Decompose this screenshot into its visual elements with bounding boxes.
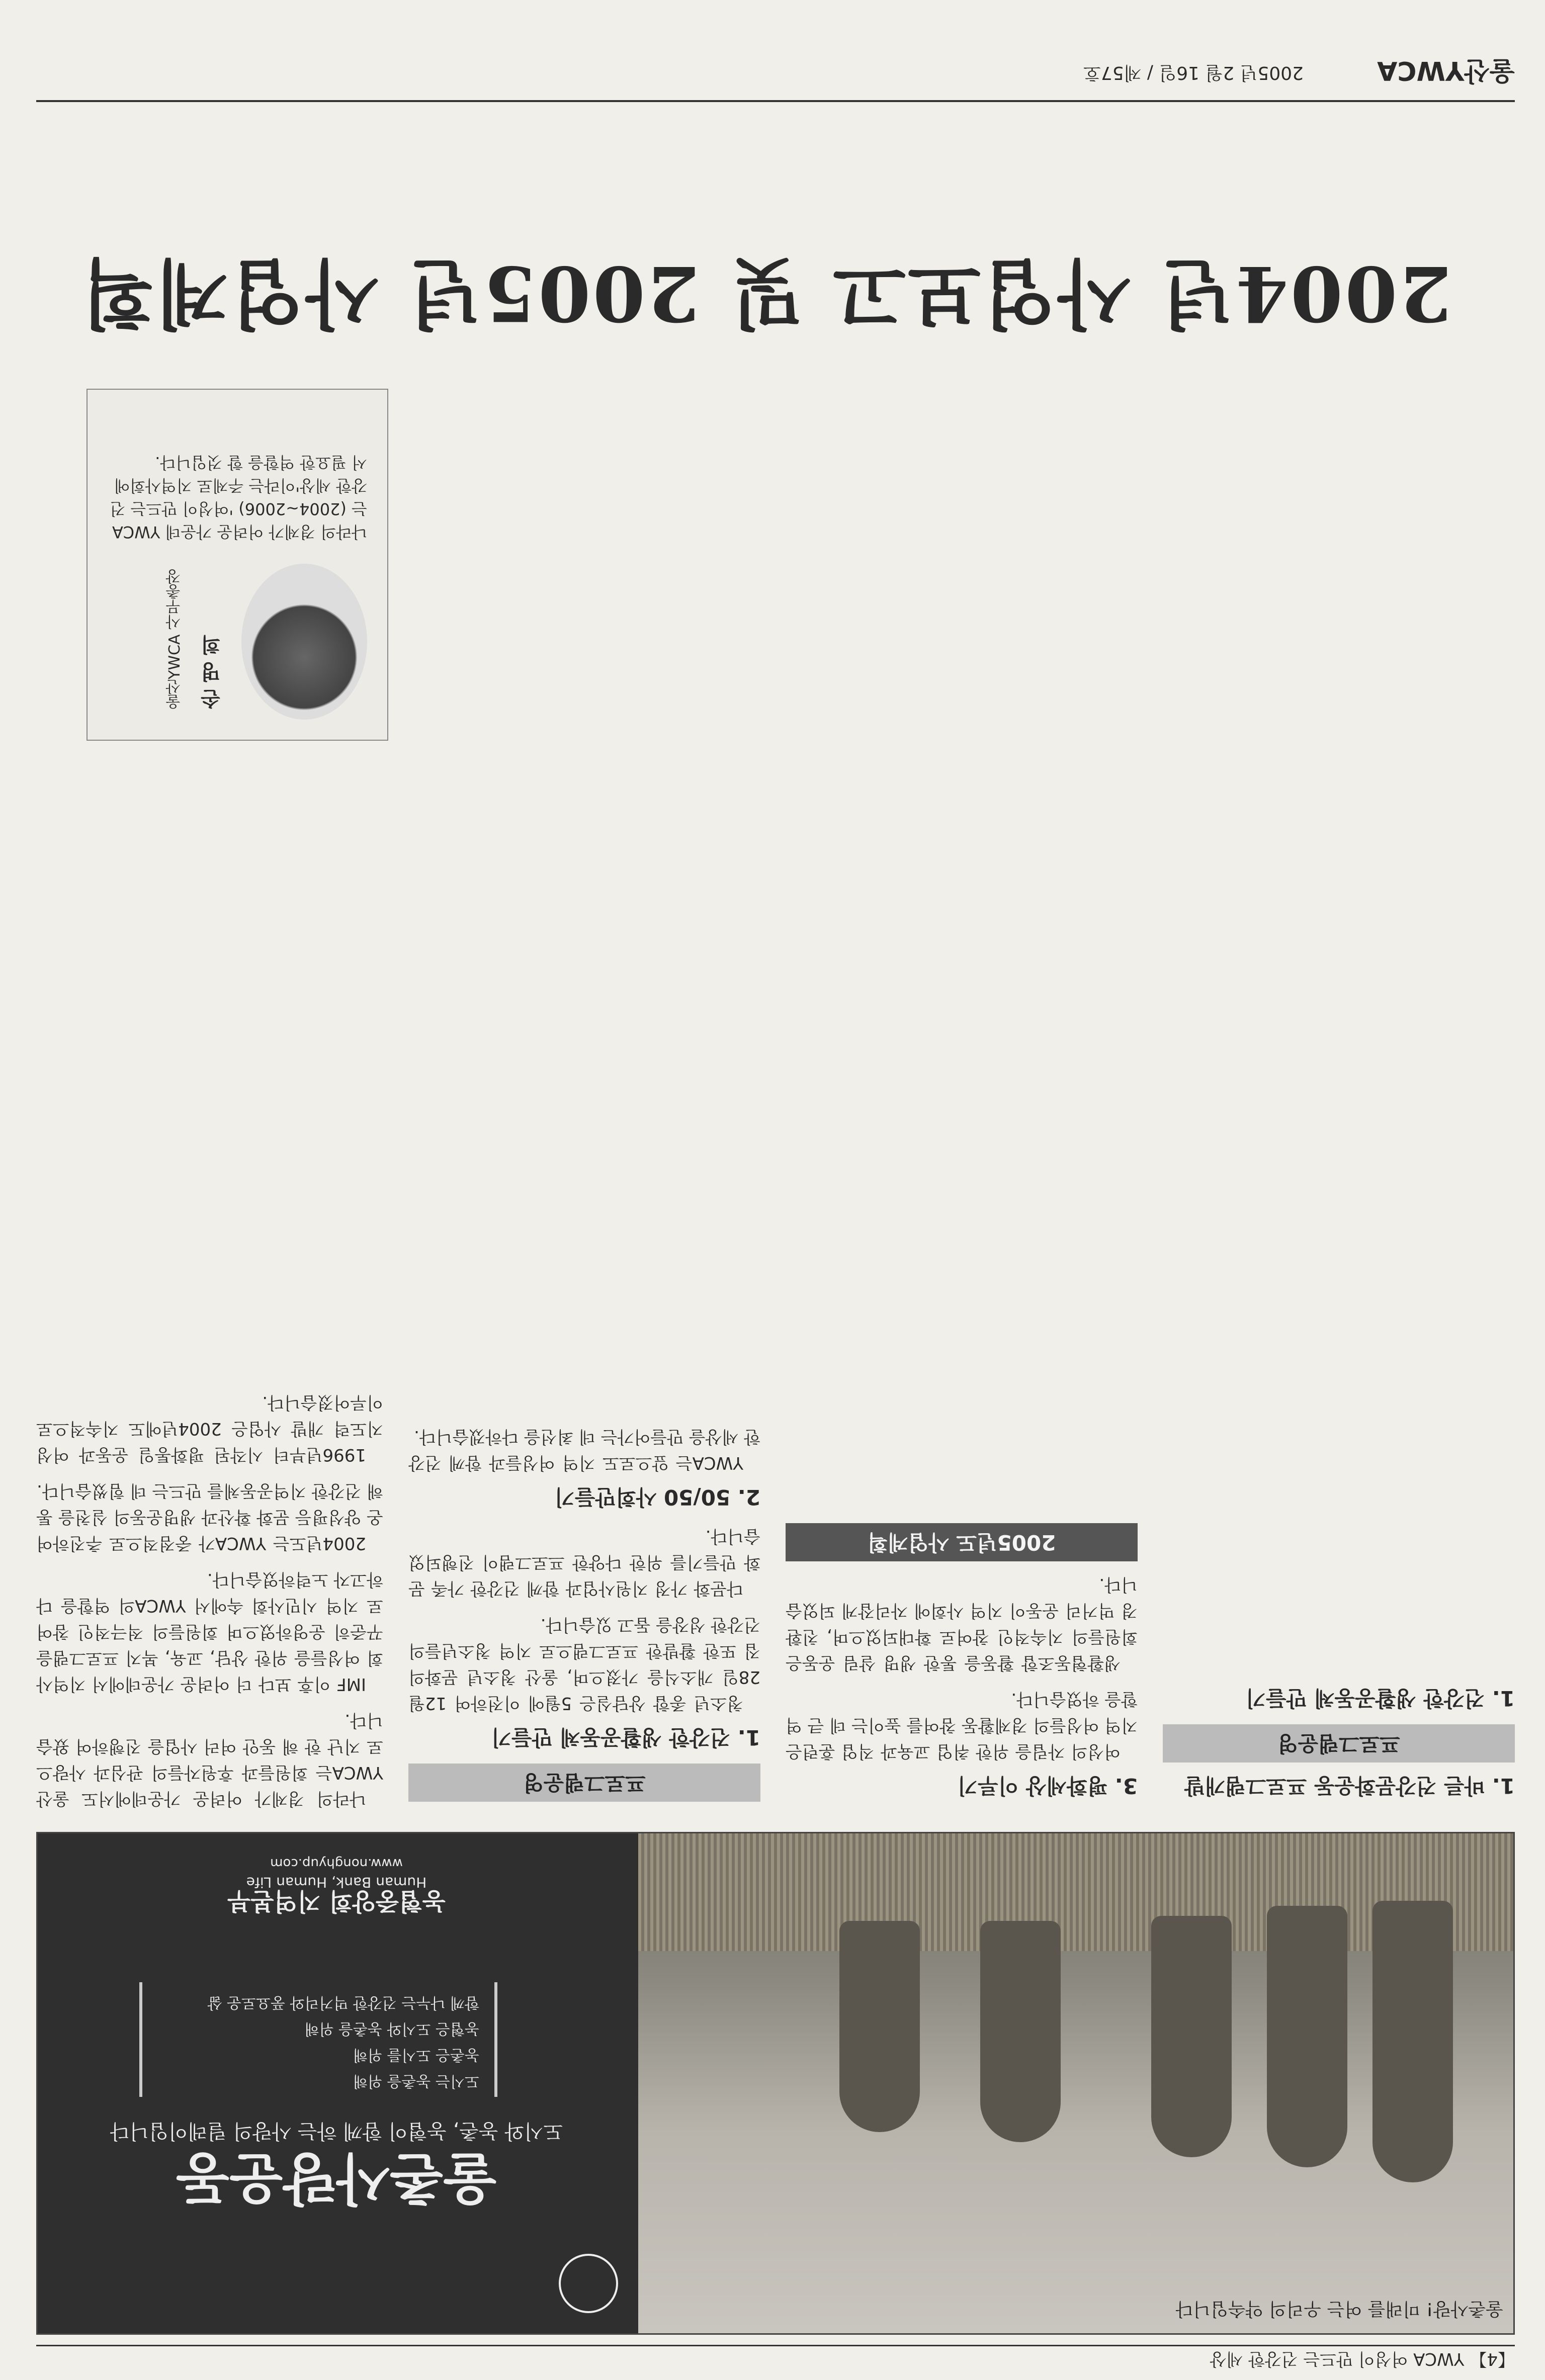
paragraph: 청소년 종합 상담실은 5월에 이전하여 12월 28일 개소식을 가졌으며, 울산 청소년 문화의 집 또한 활발한 프로그램으로 지역 청소년들의 건강한 성장을 돕고 있습니다. bbox=[408, 1615, 760, 1713]
ad-bank-english: Human Bank, Human Life bbox=[246, 1874, 427, 1891]
author-box bbox=[87, 389, 388, 741]
ad-person bbox=[980, 1921, 1061, 2142]
section-heading: 2005년도 사업계획 bbox=[786, 1523, 1138, 1561]
subheading: 2. 50/50 사회만들기 bbox=[554, 1485, 760, 1510]
author-photo bbox=[241, 564, 367, 720]
ad-url: www.nonghyup.com bbox=[270, 1856, 403, 1871]
paragraph: 여성의 자립을 위한 취업 교육과 직업 훈련은 지역 여성들의 경제활동 참여를 높이는 데 큰 역할을 하였습니다. bbox=[786, 1689, 1138, 1761]
ad-item-list bbox=[139, 1982, 497, 2097]
author-bio: 나라의 경제가 어려운 가운데 YWCA는 (2004~2006) '여성이 만드는 건강한 세상'이라는 주제로 지역사회에서 필요한 역할을 할 것입니다. bbox=[110, 453, 367, 542]
advertisement bbox=[36, 1832, 1515, 2335]
ad-slogan: 도시와 농촌, 농협이 함께 하는 사랑의 릴레이입니다 bbox=[110, 2120, 563, 2143]
ad-item: 농협은 도시와 농촌을 위해 bbox=[304, 2020, 479, 2038]
paragraph: 생활협동조합 활동을 통한 생명 살림 운동은 회원들의 지속적인 참여로 확대되었으며, 친환경 먹거리 운동이 지역 사회에 자리잡게 되었습니다. bbox=[786, 1574, 1138, 1673]
subheading: 1. 바른 건강문화운동 프로그램개발 bbox=[1184, 1774, 1515, 1798]
ad-item: 함께 나누는 건강한 먹거리와 풍요로운 삶 bbox=[207, 1994, 479, 2011]
paragraph: 2004년도는 YWCA가 중점적으로 추진하여 온 양성평등 문화 확산과 생명운동의 실천을 통해 건강한 지역공동체를 만드는 데 힘썼습니다. bbox=[36, 1481, 383, 1553]
author-title: 울산YWCA 사무총장 bbox=[166, 569, 184, 710]
article-column-1 bbox=[36, 756, 383, 1812]
paragraph: 1996년부터 시작된 평화통일 운동과 여성 지도력 개발 사업은 2004년에도 지속적으로 이루어졌습니다. bbox=[36, 1392, 383, 1465]
ad-person bbox=[1267, 1906, 1347, 2167]
page-number-strip bbox=[36, 2345, 1515, 2380]
ad-item: 도시는 농촌을 위해 bbox=[353, 2072, 479, 2090]
subheading: 1. 건강한 생활공동체 만들기 bbox=[491, 1725, 760, 1750]
author-name: 손 명 희 bbox=[201, 635, 224, 710]
section-heading: 프로그램운영 bbox=[408, 1764, 760, 1802]
ad-person bbox=[1372, 1901, 1453, 2182]
paragraph: 다문화 가정 지원사업과 함께 건강한 가족 문화 만들기를 위한 다양한 프로그램이 진행되었습니다. bbox=[408, 1526, 760, 1599]
section-heading: 프로그램운영 bbox=[1163, 1724, 1515, 1762]
headline: 2004년 사업보고 및 2005년 사업계획 bbox=[79, 249, 1452, 337]
article-column-4 bbox=[1163, 379, 1515, 1812]
ad-person bbox=[839, 1921, 920, 2132]
org-name: 울산YWCA bbox=[1377, 55, 1515, 85]
subheading: 1. 건강한 생활공동체 만들기 bbox=[1245, 1686, 1515, 1711]
ad-bank-name: 농협중앙회 지역본부 bbox=[227, 1887, 446, 1915]
ad-item: 농촌은 도시를 위해 bbox=[353, 2046, 479, 2064]
ad-person bbox=[1151, 1916, 1232, 2157]
ad-photo bbox=[638, 1832, 1513, 2333]
paragraph: YWCA는 앞으로도 지역 여성들과 함께 건강한 세상을 만들어가는 데 최선을 다하겠습니다. bbox=[408, 1427, 760, 1473]
ad-brand: 울촌사랑운동 bbox=[176, 2146, 497, 2211]
article-column-3 bbox=[786, 379, 1138, 1812]
issue-date: 2005년 2월 16일 / 제57호 bbox=[1083, 62, 1304, 83]
page-label: 【4】 YWCA 여성이 만드는 건강한 세상 bbox=[1210, 2349, 1515, 2369]
paragraph: 나라의 경제가 어려운 가운데에서도 울산YWCA는 회원들과 후원자들의 관심과 사랑으로 지난 한 해 동안 여러 사업을 진행하여 왔습니다. bbox=[36, 1710, 383, 1809]
logo-icon bbox=[559, 2254, 618, 2313]
article-column-2 bbox=[408, 379, 760, 1812]
ad-tagline: 울촌사랑! 미래를 여는 우리의 약속입니다 bbox=[1175, 2299, 1503, 2319]
subheading: 3. 평화세상 이루기 bbox=[957, 1774, 1138, 1798]
ad-text-panel bbox=[36, 1832, 638, 2333]
masthead bbox=[36, 55, 1515, 102]
paragraph: IMF 이후 보다 더 어려운 가운데에서 지역사회 여성들을 위한 상담, 교육, 복지 프로그램을 꾸준히 운영하였으며 회원들의 적극적인 참여로 지역 시민사회 속에서 YWCA의 역할을 다하고자 노력하였습니다. bbox=[36, 1569, 383, 1694]
